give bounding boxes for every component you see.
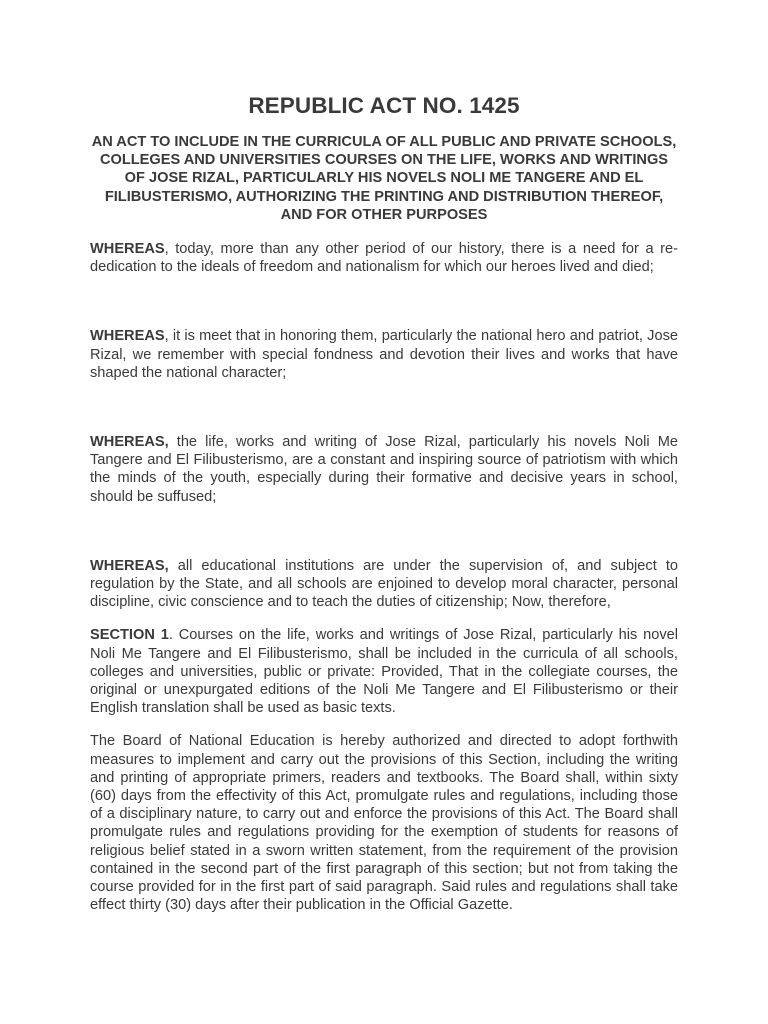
paragraph-lead: WHEREAS, [90,557,169,574]
paragraph-text: . Courses on the life, works and writings of Jose Rizal, particularly his novel Noli Me Tangere and El Filibusterismo, shall be included in the curricula of all schools, colleges and universities, public or private: Provided, That in the collegiate courses, the original or unexpurgated editions of the Noli Me Tangere and El Filibusterismo or their English translation shall be used as basic texts. [90,627,679,717]
paragraph-text: , today, more than any other period of our history, there is a need for a re-dedication to the ideals of freedom and nationalism for which our heroes lived and died; [90,241,678,276]
whereas-paragraph-1 [90,240,678,276]
board-paragraph [90,732,678,914]
whereas-paragraph-4 [90,557,678,612]
paragraph-text: all educational institutions are under the supervision of, and subject to regulation by the State, and all schools are enjoined to develop moral character, personal discipline, civic conscience and to teach the duties of citizenship; Now, therefore, [90,557,678,611]
paragraph-text: the life, works and writing of Jose Rizal, particularly his novels Noli Me Tangere and El Filibusterismo, are a constant and inspiring source of patriotism with which the minds of the youth, especially during their formative and decisive years in school, should be suffused; [90,434,678,505]
paragraph-text: The Board of National Education is hereby authorized and directed to adopt forthwith measures to implement and carry out the provisions of this Section, including the writing and printing of appropriate primers, readers and textbooks. The Board shall, within sixty (60) days from the effectivity of this Act, promulgate rules and regulations, including those of a disciplinary nature, to carry out and enforce the provisions of this Act. The Board shall promulgate rules and regulations providing for the exemption of students for reasons of religious belief stated in a sworn written statement, from the requirement of the provision contained in the second part of the first paragraph of this section; but not from taking the course provided for in the first part of said paragraph. Said rules and regulations shall take effect thirty (30) days after their publication in the Official Gazette. [90,733,678,914]
whereas-paragraph-2 [90,327,678,382]
paragraph-lead: WHEREAS [90,328,165,345]
paragraph-lead: WHEREAS [90,241,165,258]
paragraph-text: , it is meet that in honoring them, particularly the national hero and patriot, Jose Rizal, we remember with special fondness and devotion their lives and works that have shaped the national character; [90,328,678,381]
document-title: REPUBLIC ACT NO. 1425 [248,93,520,118]
paragraph-lead: WHEREAS, [90,434,169,451]
section-1-paragraph [90,626,678,717]
paragraph-lead: SECTION 1 [90,627,169,644]
document-subtitle: AN ACT TO INCLUDE IN THE CURRICULA OF ALL PUBLIC AND PRIVATE SCHOOLS, COLLEGES AND UNIVERSITIES COURSES ON THE LIFE, WORKS AND WRITINGS OF JOSE RIZAL, PARTICULARLY HIS NOVELS NOLI ME TANGERE AND EL FILIBUSTERISMO, AUTHORIZING THE PRINTING AND DISTRIBUTION THEREOF, AND FOR OTHER PURPOSES [91,134,677,223]
whereas-paragraph-3 [90,433,678,506]
